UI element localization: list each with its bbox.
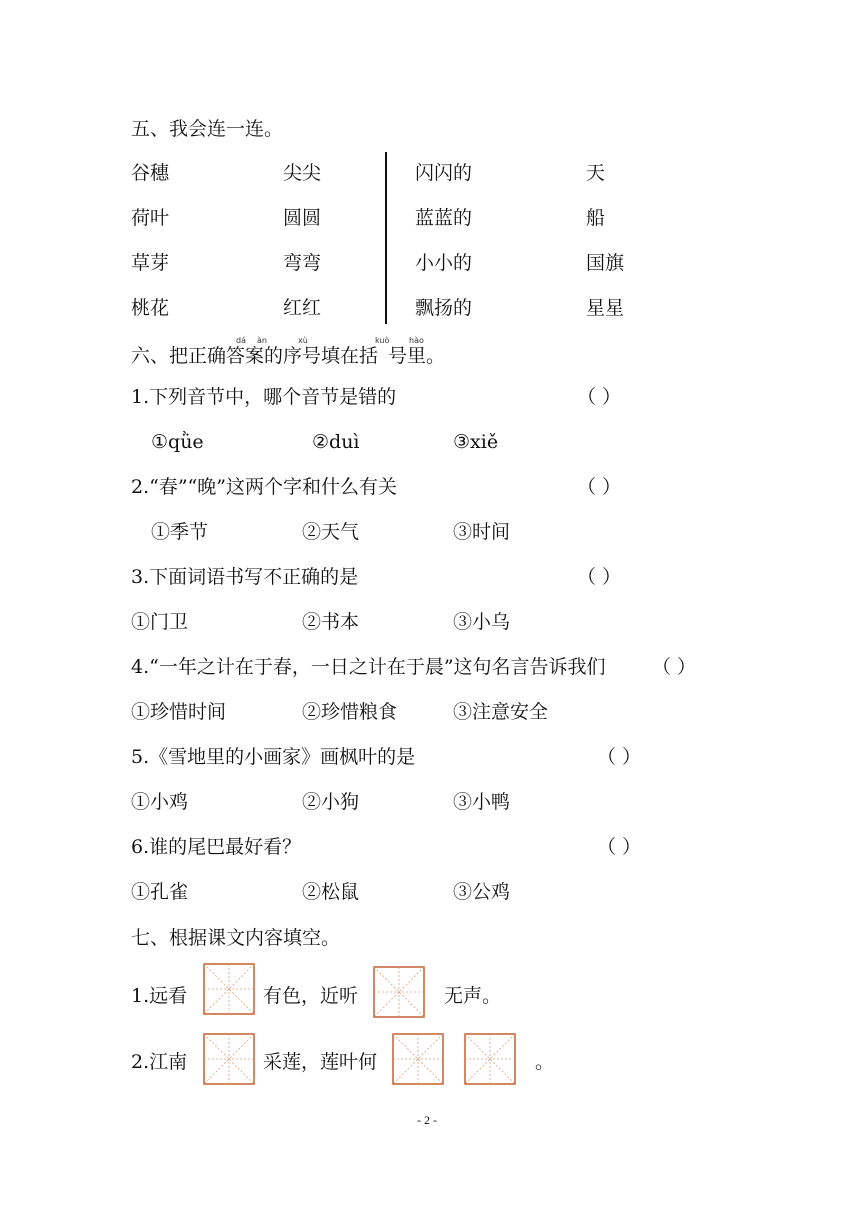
fill-text: 2.江南 — [131, 1051, 188, 1073]
section6-title-part: 六、把正确答案的序号填在括 — [131, 345, 379, 367]
tianzige-box[interactable] — [203, 1033, 255, 1085]
answer-blank[interactable]: （ ） — [597, 746, 642, 768]
question-text: 6.谁的尾巴最好看？ — [131, 836, 302, 858]
option: ③公鸡 — [453, 881, 511, 903]
match-word: 船 — [586, 207, 606, 229]
question-text: 4.“一年之计在于春，一日之计在于晨”这句名言告诉我们 — [131, 656, 606, 678]
fill-text: 无声。 — [444, 985, 502, 1007]
section6-title-part: 号里。 — [388, 345, 446, 367]
option: ①孔雀 — [131, 881, 189, 903]
option: ②天气 — [302, 521, 360, 543]
section7-title: 七、根据课文内容填空。 — [131, 927, 341, 949]
match-word: 小小的 — [415, 252, 473, 274]
match-word: 蓝蓝的 — [415, 207, 473, 229]
section6-title — [131, 344, 445, 368]
match-word: 荷叶 — [131, 207, 170, 229]
pinyin-annotation: kuò — [375, 336, 390, 345]
match-word: 国旗 — [586, 252, 625, 274]
option: ③xiě — [453, 431, 499, 453]
fill-text: 。 — [535, 1051, 555, 1073]
option: ①小鸡 — [131, 791, 189, 813]
option: ③小鸭 — [453, 791, 511, 813]
match-word: 桃花 — [131, 297, 170, 319]
option: ③时间 — [453, 521, 511, 543]
match-word: 尖尖 — [283, 162, 322, 184]
option: ②书本 — [302, 611, 360, 633]
option: ②小狗 — [302, 791, 360, 813]
match-word: 闪闪的 — [415, 162, 473, 184]
question-text: 1.下列音节中，哪个音节是错的 — [131, 386, 397, 408]
option: ①门卫 — [131, 611, 189, 633]
answer-blank[interactable]: （ ） — [577, 476, 622, 498]
pinyin-annotation: dá — [236, 336, 246, 345]
match-word: 飘扬的 — [415, 297, 473, 319]
answer-blank[interactable]: （ ） — [652, 656, 697, 678]
match-word: 天 — [586, 162, 606, 184]
pinyin-annotation: hào — [409, 336, 424, 345]
match-word: 圆圆 — [283, 207, 322, 229]
tianzige-box[interactable] — [392, 1033, 444, 1085]
tianzige-box[interactable] — [373, 966, 425, 1018]
option: ①qǜe — [151, 431, 204, 453]
match-word: 弯弯 — [283, 252, 322, 274]
option: ②珍惜粮食 — [302, 701, 398, 723]
question-text: 5.《雪地里的小画家》画枫叶的是 — [131, 746, 416, 768]
pinyin-annotation: àn — [257, 336, 267, 345]
divider-line — [385, 152, 387, 324]
match-word: 红红 — [283, 297, 322, 319]
option: ③小乌 — [453, 611, 511, 633]
answer-blank[interactable]: （ ） — [577, 566, 622, 588]
tianzige-box[interactable] — [464, 1033, 516, 1085]
answer-blank[interactable]: （ ） — [577, 386, 622, 408]
option: ①珍惜时间 — [131, 701, 227, 723]
option: ②松鼠 — [302, 881, 360, 903]
fill-text: 1.远看 — [131, 985, 188, 1007]
page-number: - 2 - — [417, 1113, 437, 1127]
match-word: 星星 — [586, 297, 625, 319]
option: ③注意安全 — [453, 701, 549, 723]
tianzige-box[interactable] — [203, 963, 255, 1015]
section5-title: 五、我会连一连。 — [131, 118, 284, 140]
option: ②duì — [312, 431, 360, 453]
answer-blank[interactable]: （ ） — [597, 836, 642, 858]
match-word: 谷穗 — [131, 162, 170, 184]
option: ①季节 — [151, 521, 209, 543]
question-text: 2.“春”“晚”这两个字和什么有关 — [131, 476, 397, 498]
pinyin-annotation: xù — [298, 336, 308, 345]
match-word: 草芽 — [131, 252, 170, 274]
fill-text: 采莲，莲叶何 — [263, 1051, 378, 1073]
fill-text: 有色，近听 — [263, 985, 359, 1007]
question-text: 3.下面词语书写不正确的是 — [131, 566, 359, 588]
